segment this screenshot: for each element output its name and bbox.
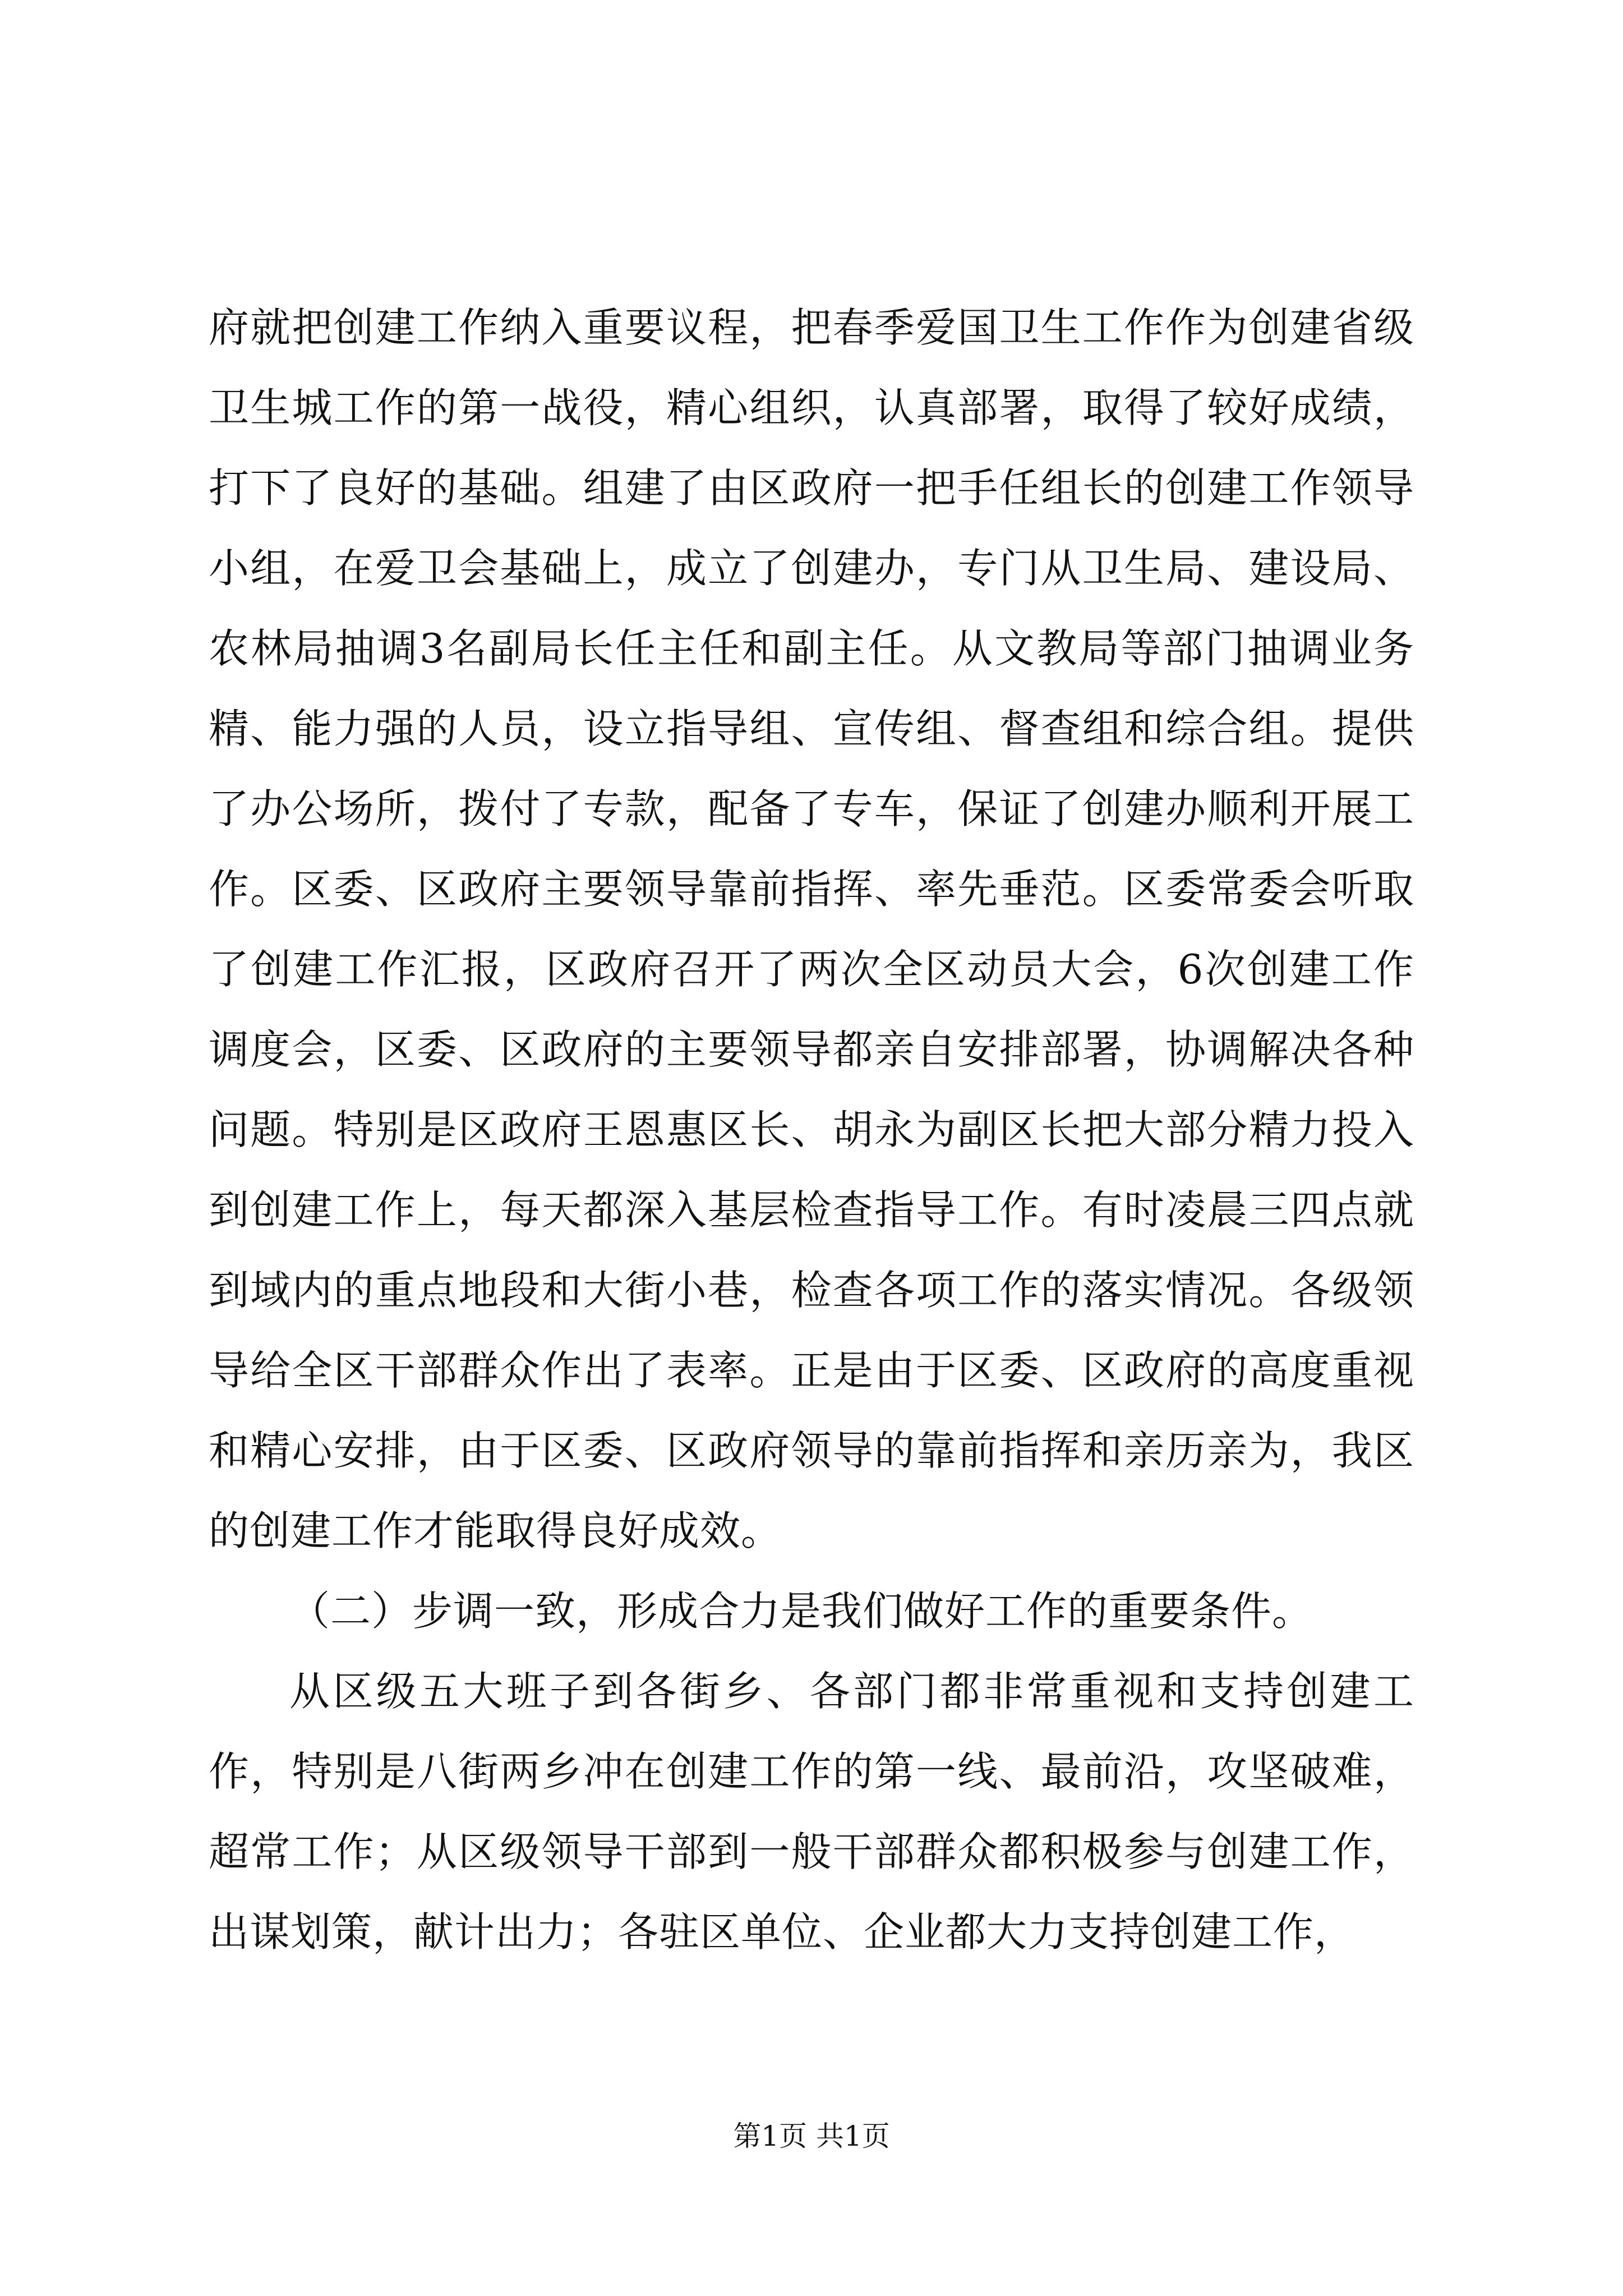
section-heading-2: （二）步调一致，形成合力是我们做好工作的重要条件。 (289, 1588, 1313, 1635)
page-footer: 第1页 共1页 (733, 2120, 890, 2152)
paragraph-coordination: 从区级五大班子到各街乡、各部门都非常重视和支持创建工作，特别是八街两乡冲在创建工作的第一线、最前沿，攻坚破难，超常工作；从区级领导干部到一般干部群众都积极参与创建工作，出谋划策，献计出力；各驻区单位、企业都大力支持创建工作， (209, 1668, 1414, 1955)
document-body (209, 288, 1414, 1972)
paragraph-leadership: 府就把创建工作纳入重要议程，把春季爱国卫生工作作为创建省级卫生城工作的第一战役，精心组织，认真部署，取得了较好成绩，打下了良好的基础。组建了由区政府一把手任组长的创建工作领导小组，在爱卫会基础上，成立了创建办，专门从卫生局、建设局、农林局抽调3名副局长任主任和副主任。从文教局等部门抽调业务精、能力强的人员，设立指导组、宣传组、督查组和综合组。提供了办公场所，拨付了专款，配备了专车，保证了创建办顺利开展工作。区委、区政府主要领导靠前指挥、率先垂范。区委常委会听取了创建工作汇报，区政府召开了两次全区动员大会，6次创建工作调度会，区委、区政府的主要领导都亲自安排部署，协调解决各种问题。特别是区政府王恩惠区长、胡永为副区长把大部分精力投入到创建工作上，每天都深入基层检查指导工作。有时凌晨三四点就到域内的重点地段和大街小巷，检查各项工作的落实情况。各级领导给全区干部群众作出了表率。正是由于区委、区政府的高度重视和精心安排，由于区委、区政府领导的靠前指挥和亲历亲为，我区的创建工作才能取得良好成效。 (209, 304, 1414, 1554)
